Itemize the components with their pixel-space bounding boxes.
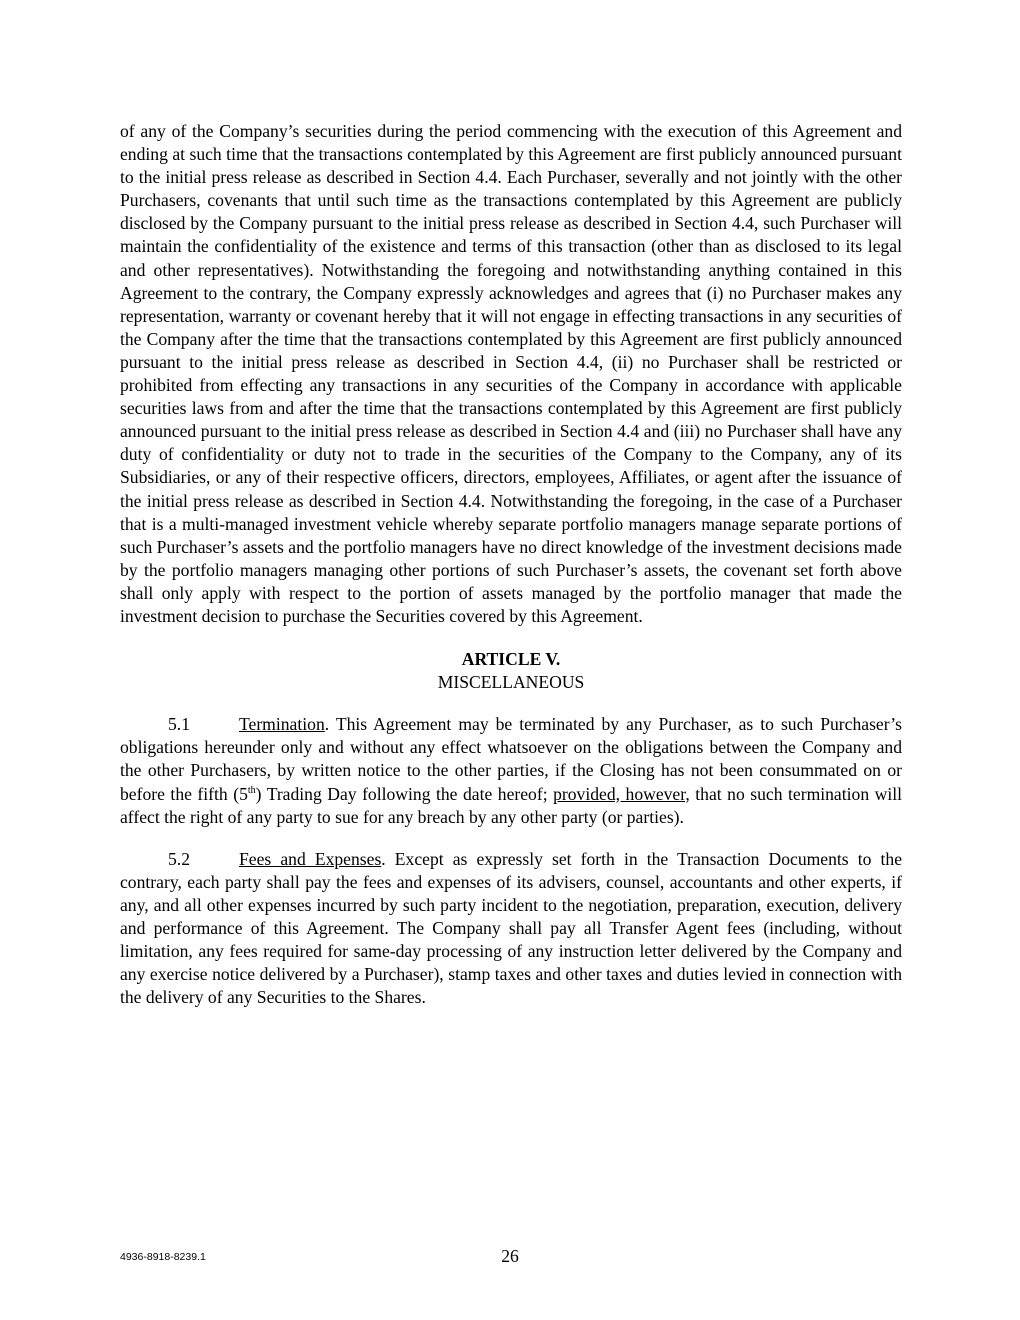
article-heading — [120, 648, 902, 694]
section-5-1 — [120, 713, 902, 828]
page-body — [120, 120, 902, 1009]
section-heading: Termination — [239, 714, 325, 735]
section-number: 5.2 — [168, 848, 190, 869]
ordinal-superscript: th — [247, 784, 256, 796]
section-text: ) Trading Day following the date hereof; — [255, 783, 554, 804]
section-text: that no such termination will affect the right of any party to sue for any breach by any other party (or parties). — [120, 783, 902, 827]
section-number: 5.1 — [168, 714, 190, 735]
provided-however-phrase: provided, however, — [553, 783, 690, 804]
section-5-2 — [120, 848, 902, 1010]
continued-paragraph: of any of the Company’s securities during the period commencing with the execution of this Agreement and ending at such time that the transactions contemplated by this Agreement are first publicly announced pursuant to the initial press release as described in Section 4.4. Each Purchaser, severally and not jointly with the other Purchasers, covenants that until such time as the transactions contemplated by this Agreement are publicly disclosed by the Company pursuant to the initial press release as described in Section 4.4, such Purchaser will maintain the confidentiality of the existence and terms of this transaction (other than as disclosed to its legal and other representatives). Notwithstanding the foregoing and notwithstanding anything contained in this Agreement to the contrary, the Company expressly acknowledges and agrees that (i) no Purchaser makes any representation, warranty or covenant hereby that it will not engage in effecting transactions in any securities of the Company after the time that the transactions contemplated by this Agreement are first publicly announced pursuant to the initial press release as described in Section 4.4, (ii) no Purchaser shall be restricted or prohibited from effecting any transactions in any securities of the Company in accordance with applicable securities laws from and after the time that the transactions contemplated by this Agreement are first publicly announced pursuant to the initial press release as described in Section 4.4 and (iii) no Purchaser shall have any duty of confidentiality or duty not to trade in the securities of the Company to the Company, any of its Subsidiaries, or any of their respective officers, directors, employees, Affiliates, or agent after the issuance of the initial press release as described in Section 4.4. Notwithstanding the foregoing, in the case of a Purchaser that is a multi-managed investment vehicle whereby separate portfolio managers manage separate portions of such Purchaser’s assets and the portfolio managers have no direct knowledge of the investment decisions made by the portfolio managers managing other portions of such Purchaser’s assets, the covenant set forth above shall only apply with respect to the portion of assets managed by the portfolio manager that made the investment decision to purchase the Securities covered by this Agreement. — [120, 121, 902, 626]
section-text: . Except as expressly set forth in the Transaction Documents to the contrary, each party shall pay the fees and expenses of its advisers, counsel, accountants and other experts, if any, and all other expenses incurred by such party incident to the negotiation, preparation, execution, delivery and performance of this Agreement. The Company shall pay all Transfer Agent fees (including, without limitation, any fees required for same-day processing of any instruction letter delivered by the Company and any exercise notice delivered by a Purchaser), stamp taxes and other taxes and duties levied in connection with the delivery of any Securities to the Shares. — [120, 848, 903, 1008]
article-subtitle: MISCELLANEOUS — [437, 672, 585, 693]
article-title: ARTICLE V. — [461, 649, 561, 670]
page-number: 26 — [501, 1246, 519, 1266]
section-heading: Fees and Expenses — [239, 848, 382, 869]
section-text: . This Agreement may be terminated by any Purchaser, as to such Purchaser’s obligations hereunder only and without any effect whatsoever on the obligations between the Company and the other Purchasers, by written notice to the other parties, if the Closing has not been consummated on or before the fifth (5 — [120, 714, 902, 804]
footer-document-id: 4936-8918-8239.1 — [120, 1251, 206, 1263]
